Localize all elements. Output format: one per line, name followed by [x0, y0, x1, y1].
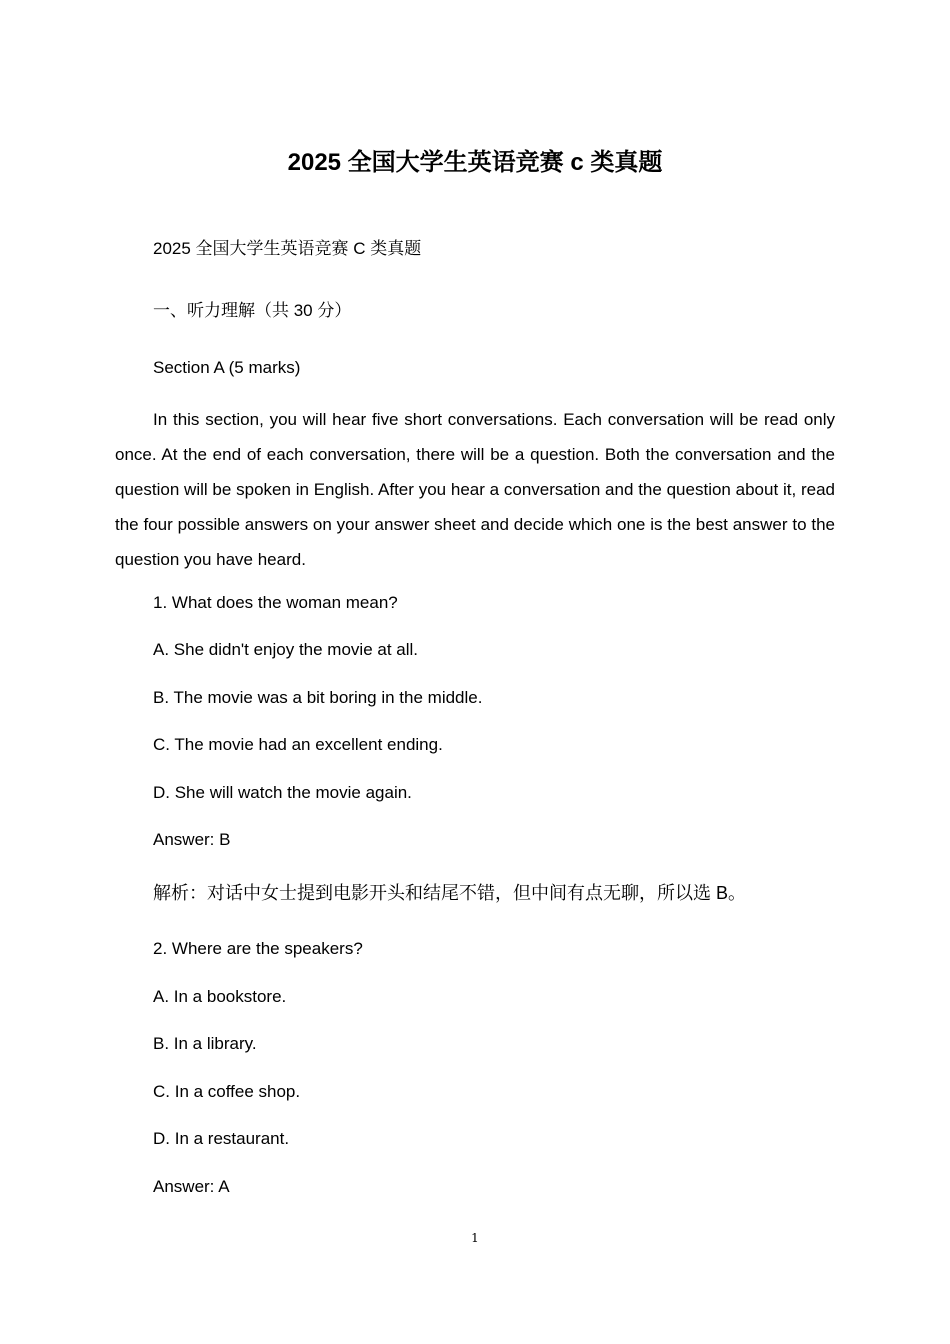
option-a: A. In a bookstore. — [153, 987, 287, 1006]
option-c: C. The movie had an excellent ending. — [153, 735, 443, 754]
instructions-paragraph: In this section, you will hear five short conversations. Each conversation will be read only once. At the end of each conversation, there will be a question. Both the conversation and the question will be spoken in English. After you hear a conversation and the question about it, read the four possible answers on your answer sheet and decide which one is the best answer to the question you have heard. — [115, 410, 835, 569]
page-title: 2025 全国大学生英语竞赛 c 类真题 — [287, 149, 663, 176]
option-b: B. In a library. — [153, 1034, 257, 1053]
page-number: 1 — [471, 1231, 479, 1245]
answer: Answer: A — [153, 1177, 230, 1196]
subtitle: 2025 全国大学生英语竞赛 C 类真题 — [153, 239, 422, 258]
question-text: 2. Where are the speakers? — [153, 939, 363, 958]
section-heading: 一、听力理解（共 30 分） — [153, 301, 352, 320]
section-a-heading: Section A (5 marks) — [153, 358, 301, 377]
option-a: A. She didn't enjoy the movie at all. — [153, 640, 419, 659]
question-text: 1. What does the woman mean? — [153, 593, 398, 612]
answer: Answer: B — [153, 830, 231, 849]
option-d: D. In a restaurant. — [153, 1129, 290, 1148]
analysis: 解析：对话中女士提到电影开头和结尾不错，但中间有点无聊，所以选 B。 — [153, 883, 747, 903]
option-b: B. The movie was a bit boring in the middle. — [153, 688, 483, 707]
option-c: C. In a coffee shop. — [153, 1082, 301, 1101]
option-d: D. She will watch the movie again. — [153, 783, 412, 802]
